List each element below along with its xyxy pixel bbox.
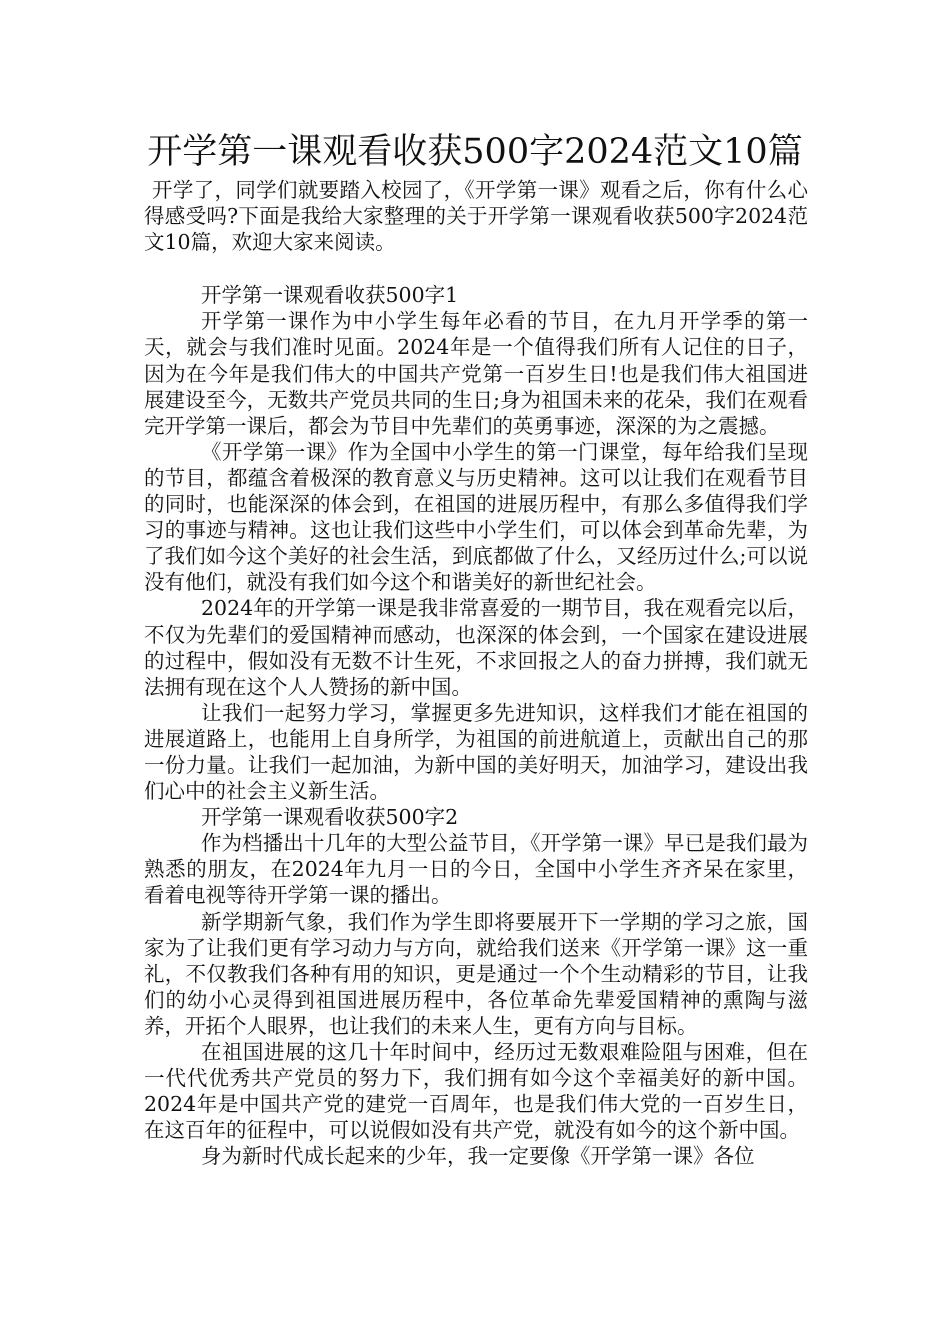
- section-heading: 开学第一课观看收获500字1: [201, 283, 459, 308]
- spacer: [144, 255, 808, 282]
- body-paragraph: 让我们一起努力学习，掌握更多先进知识，这样我们才能在祖国的进展道路上，也能用上自身所学，为祖国的前进航道上，贡献出自己的那一份力量。让我们一起加油，为新中国的美好明天，加油学习，建设出我们心中的社会主义新生活。: [144, 700, 808, 804]
- body-paragraph: 2024年的开学第一课是我非常喜爱的一期节目，我在观看完以后，不仅为先辈们的爱国精神而感动，也深深的体会到，一个国家在建设进展的过程中，假如没有无数不计生死，不求回报之人的奋力拼搏，我们就无法拥有现在这个人人赞扬的新中国。: [144, 596, 808, 699]
- body-paragraph: 《开学第一课》作为全国中小学生的第一门课堂，每年给我们呈现的节目，都蕴含着极深的教育意义与历史精神。这可以让我们在观看节目的同时，也能深深的体会到，在祖国的进展历程中，有那么多值得我们学习的事迹与精神。这也让我们这些中小学生们，可以体会到革命先辈，为了我们如今这个美好的社会生活，到底都做了什么，又经历过什么;可以说没有他们，就没有我们如今这个和谐美好的新世纪社会。: [144, 439, 808, 595]
- body-paragraph: 在祖国进展的这几十年时间中，经历过无数艰难险阻与困难，但在一代代优秀共产党员的努力下，我们拥有如今这个幸福美好的新中国。2024年是中国共产党的建党一百周年，也是我们伟大党的一百岁生日，在这百年的征程中，可以说假如没有共产党，就没有如今的这个新中国。: [144, 1040, 808, 1143]
- document-title: 开学第一课观看收获500字2024范文10篇: [147, 132, 803, 172]
- body-paragraph: 开学第一课作为中小学生每年必看的节目，在九月开学季的第一天，就会与我们准时见面。2024年是一个值得我们所有人记住的日子，因为在今年是我们伟大的中国共产党第一百岁生日!也是我们伟大祖国进展建设至今，无数共产党员共同的生日;身为祖国未来的花朵，我们在观看完开学第一课后，都会为节目中先辈们的英勇事迹，深深的为之震撼。: [144, 309, 808, 438]
- body-paragraph: 作为档播出十几年的大型公益节目，《开学第一课》早已是我们最为熟悉的朋友，在2024年九月一日的今日，全国中小学生齐齐呆在家里，看着电视等待开学第一课的播出。: [144, 831, 808, 908]
- document-body: [144, 177, 808, 1169]
- body-paragraph: 新学期新气象，我们作为学生即将要展开下一学期的学习之旅，国家为了让我们更有学习动力与方向，就给我们送来《开学第一课》这一重礼，不仅教我们各种有用的知识，更是通过一个个生动精彩的节目，让我们的幼小心灵得到祖国进展历程中，各位革命先辈爱国精神的熏陶与滋养，开拓个人眼界，也让我们的未来人生，更有方向与目标。: [144, 909, 808, 1038]
- intro-paragraph: 开学了，同学们就要踏入校园了，《开学第一课》观看之后，你有什么心得感受吗?下面是我给大家整理的关于开学第一课观看收获500字2024范文10篇，欢迎大家来阅读。: [144, 178, 808, 255]
- body-paragraph: 身为新时代成长起来的少年，我一定要像《开学第一课》各位: [201, 1144, 755, 1169]
- section-heading: 开学第一课观看收获500字2: [201, 805, 459, 830]
